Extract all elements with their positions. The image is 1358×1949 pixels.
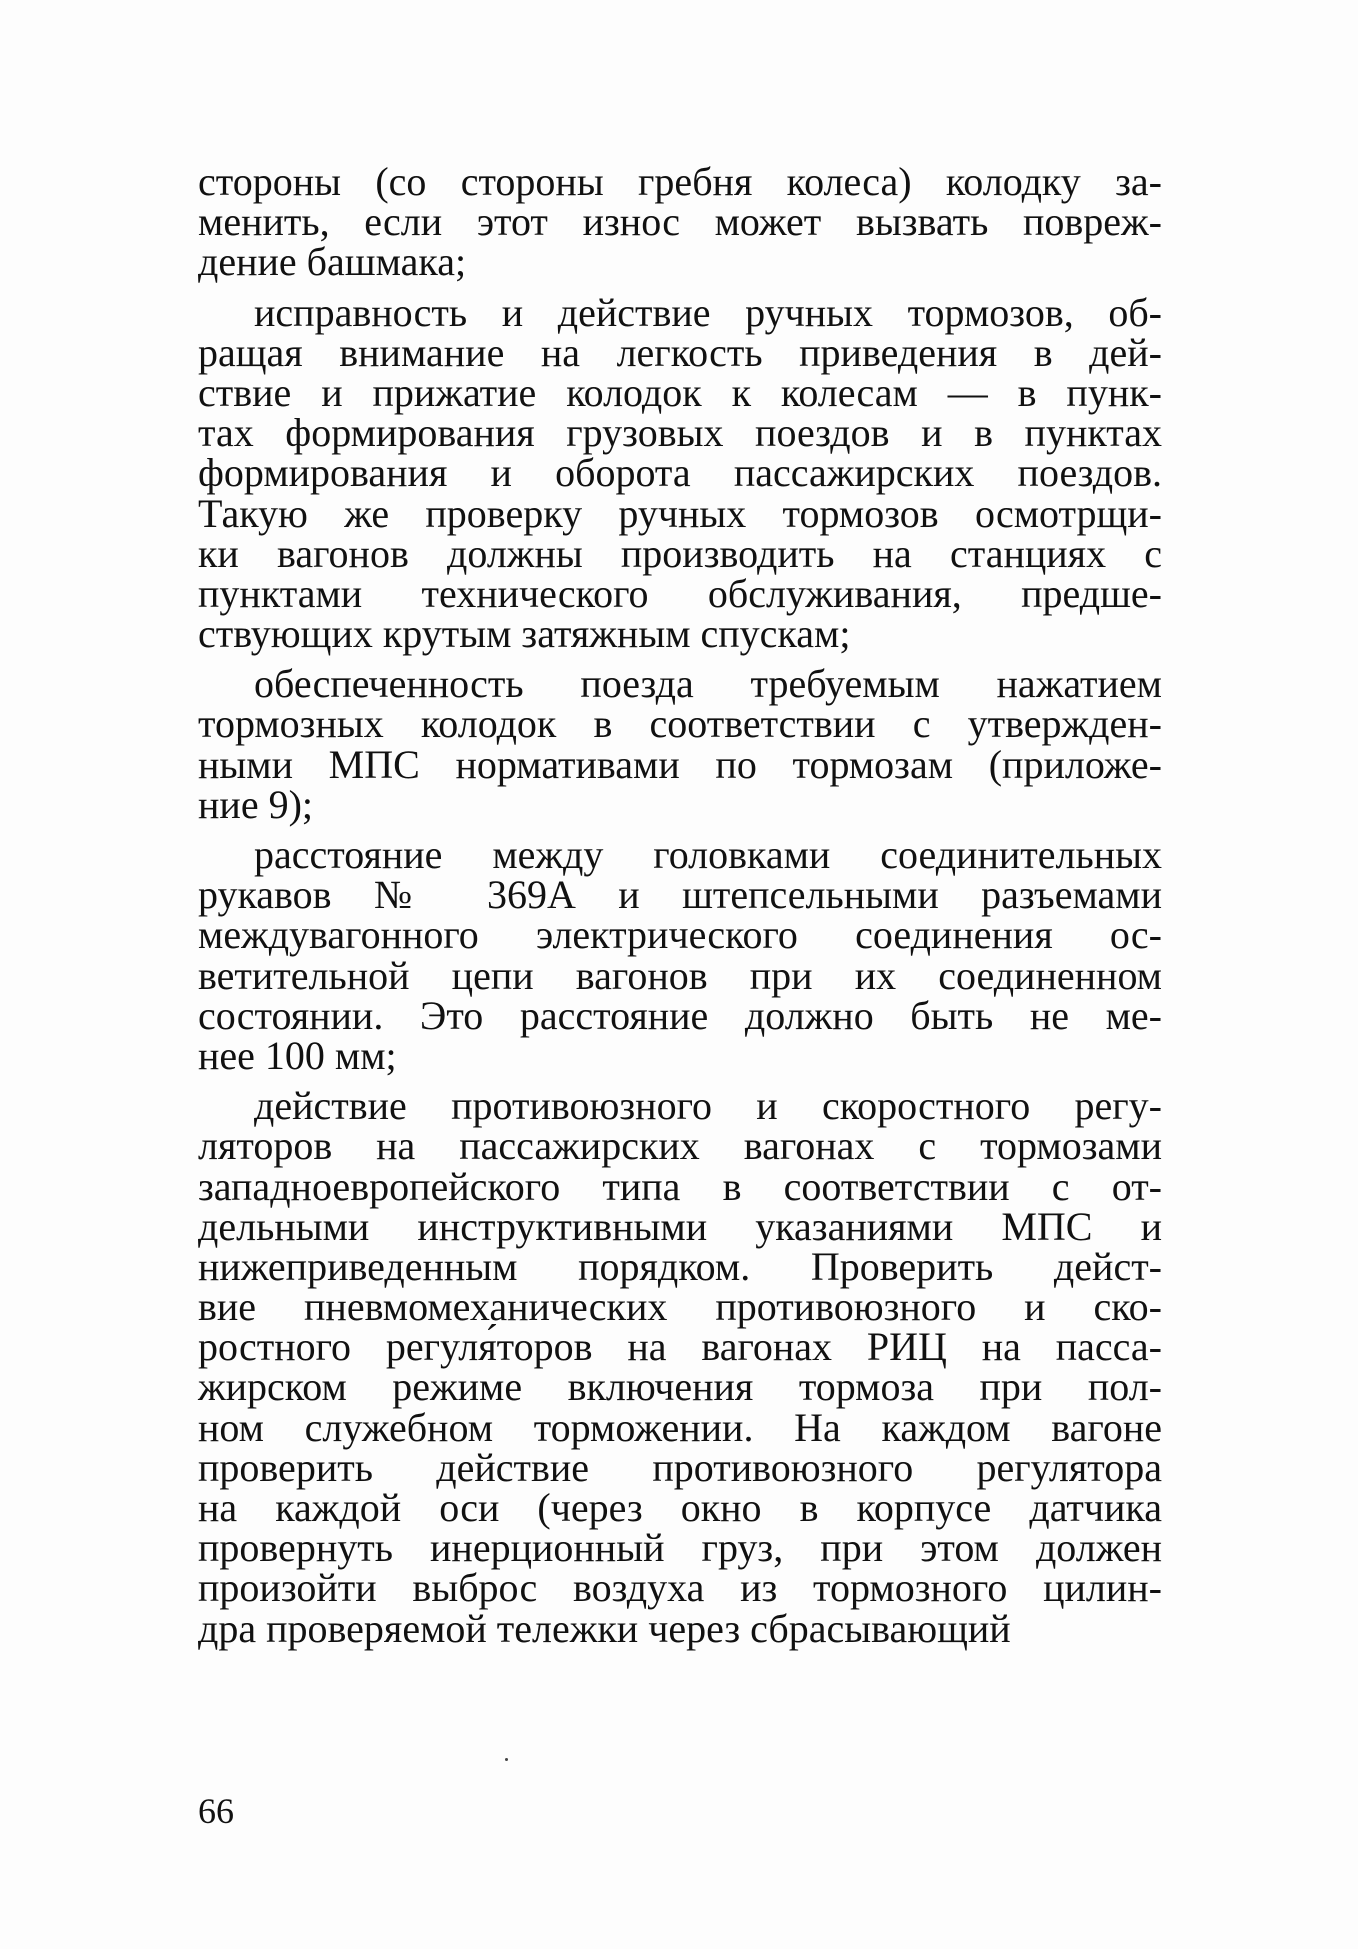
- print-speck: [505, 1758, 508, 1761]
- text-line: на каждой оси (через окно в корпусе датчика: [198, 1485, 1162, 1530]
- text-line: тах формирования грузовых поездов и в пунктах: [198, 410, 1162, 456]
- text-line: ние 9);: [198, 781, 313, 827]
- text-line: дра проверяемой тележки через сбрасывающий: [198, 1605, 1011, 1651]
- text-line: произойти выброс воздуха из тормозного цилин-: [198, 1565, 1162, 1611]
- text-line: проверить действие противоюзного регулятора: [198, 1444, 1162, 1490]
- paragraph: [198, 159, 1162, 285]
- text-line: провернуть инерционный груз, при этом должен: [198, 1525, 1162, 1571]
- text-line: дение башмака;: [198, 239, 467, 285]
- text-line: рукавов № 369А и штепсельными разъемами: [198, 872, 1162, 918]
- text-line: формирования и оборота пассажирских поездов.: [198, 450, 1162, 496]
- text-line: ки вагонов должны производить на станциях с: [198, 530, 1162, 576]
- text-line: ствующих крутым затяжным спускам;: [198, 611, 851, 657]
- paragraph: [198, 832, 1162, 1078]
- page-number: 66: [198, 1791, 234, 1831]
- text-line: ном служебном торможении. На каждом вагоне: [198, 1404, 1162, 1450]
- paragraph: [198, 661, 1162, 827]
- text-line: вие пневмомеханических противоюзного и ско-: [198, 1284, 1162, 1330]
- text-line: дельными инструктивными указаниями МПС и: [198, 1203, 1162, 1249]
- text-line: обеспеченность поезда требуемым нажатием: [254, 661, 1162, 707]
- text-line: менить, если этот износ может вызвать повреж-: [198, 199, 1162, 245]
- text-line: ляторов на пассажирских вагонах с тормозами: [198, 1123, 1162, 1169]
- text-line: расстояние между головками соединительных: [254, 832, 1162, 877]
- text-line: пунктами технического обслуживания, предше-: [198, 570, 1162, 616]
- text-line: исправность и действие ручных тормозов, об-: [254, 289, 1162, 335]
- text-line: нее 100 мм;: [198, 1032, 397, 1078]
- text-line: западноевропейского типа в соответствии с от-: [198, 1163, 1162, 1209]
- text-line: ращая внимание на легкость приведения в дей-: [198, 329, 1162, 375]
- text-line: Такую же проверку ручных тормозов осмотрщи-: [198, 490, 1162, 536]
- text-line: стороны (со стороны гребня колеса) колодку за-: [198, 159, 1162, 204]
- text-line: действие противоюзного и скоростного регу-: [254, 1083, 1162, 1129]
- text-line: нижеприведенным порядком. Проверить дейст-: [198, 1243, 1162, 1289]
- text-line: ветительной цепи вагонов при их соединенном: [198, 952, 1162, 998]
- text-line: ростного регуля́торов на вагонах РИЦ на пасса-: [198, 1324, 1162, 1370]
- paragraph: [198, 1083, 1162, 1651]
- text-line: ными МПС нормативами по тормозам (приложе-: [198, 741, 1162, 787]
- text-line: состоянии. Это расстояние должно быть не ме-: [198, 992, 1162, 1038]
- text-line: тормозных колодок в соответствии с утвержден-: [198, 701, 1162, 747]
- body-text: [198, 159, 1162, 1651]
- text-line: междувагонного электрического соединения ос-: [198, 912, 1162, 958]
- paragraph: [198, 289, 1162, 657]
- text-line: жирском режиме включения тормоза при пол-: [198, 1364, 1162, 1410]
- text-line: ствие и прижатие колодок к колесам — в пунк-: [198, 369, 1162, 415]
